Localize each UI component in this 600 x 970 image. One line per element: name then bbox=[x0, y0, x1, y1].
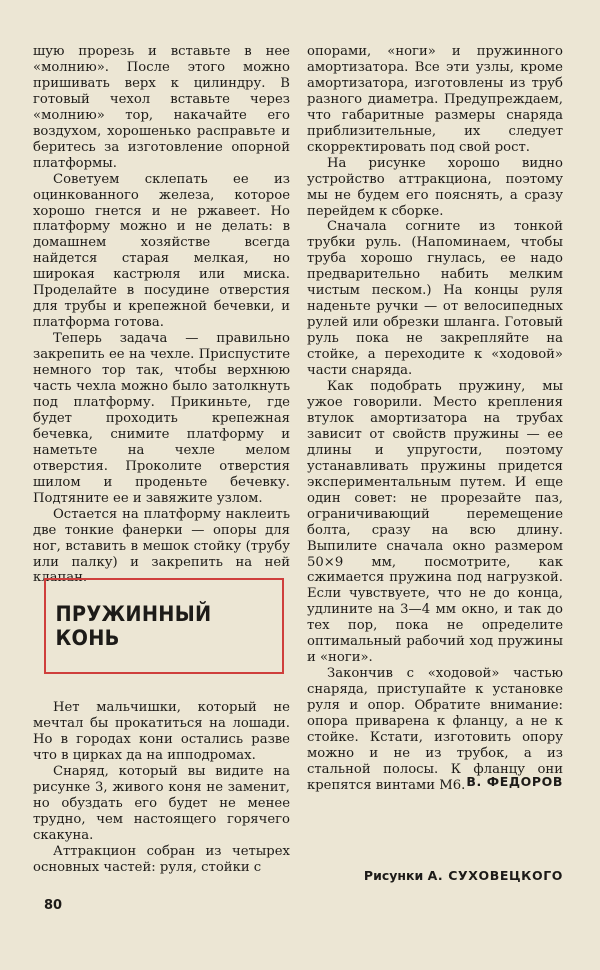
paragraph: Закончив с «ходовой» частью снаряда, приступайте к установке руля и опор. Обратите внимание: опора приварена к фланцу, а не к стойке. Кстати, изготовить опору можно и не из трубок, а из стальной полосы. К фланцу они крепятся винтами М6. bbox=[307, 666, 563, 793]
right-column bbox=[307, 44, 563, 794]
paragraph: Как подобрать пружину, мы ужое говорили. Место крепления втулок амортизатора на трубах зависит от свойств пружины — ее длины и упругости, поэтому устанавливать пружины придется экспериментальным путем. И еще один совет: не прорезайте паз, ограничивающий перемещение болта, сразу на всю длину. Выпилите сначала окно размером 50×9 мм, посмотрите, как сжимается пружина под нагрузкой. Если чувствуете, что не до конца, удлините на 3—4 мм окно, и так до тех пор, пока не определите оптимальный рабочий ход пружины и «ноги». bbox=[307, 379, 563, 666]
credits-name: А. СУХОВЕЦКОГО bbox=[427, 868, 563, 883]
article-title: ПРУЖИННЫЙ КОНЬ bbox=[55, 602, 212, 650]
paragraph: опорами, «ноги» и пружинного амортизатора. Все эти узлы, кроме амортизатора, изготовлены из труб разного диаметра. Предупреждаем, что габаритные размеры снаряда приблизительные, их следует скорректировать под свой рост. bbox=[307, 44, 563, 155]
credits-label: Рисунки bbox=[363, 868, 424, 883]
paragraph: Остается на платформу наклеить две тонкие фанерки — опоры для ног, вставить в мешок стойку (трубу или палку) и закрепить на ней клапан. bbox=[33, 506, 290, 586]
paragraph: Аттракцион собран из четырех основных частей: руля, стойки с bbox=[33, 843, 290, 875]
author-signature: В. ФЕДОРОВ bbox=[466, 774, 563, 789]
illustration-credits bbox=[364, 868, 563, 883]
paragraph: Советуем склепать ее из оцинкованного железа, которое хорошо гнется и не ржавеет. Но платформу можно и не делать: в домашнем хозяйстве всегда найдется старая мелкая, но широкая кастрюля или миска. Проделайте в посудине отверстия для трубы и крепежной бечевки, и платформа готова. bbox=[33, 171, 290, 331]
paragraph: Нет мальчишки, который не мечтал бы прокатиться на лошади. Но в городах кони остались разве что в цирках да на ипподромах. bbox=[33, 700, 290, 763]
page-number: 80 bbox=[44, 898, 63, 913]
paragraph: Снаряд, который вы видите на рисунке 3, живого коня не заменит, но обуздать его будет не менее трудно, чем настоящего горячего скакуна. bbox=[33, 763, 290, 843]
paragraph: На рисунке хорошо видно устройство аттракциона, поэтому мы не будем его пояснять, а сразу перейдем к сборке. bbox=[307, 155, 563, 219]
paragraph: шую прорезь и вставьте в нее «молнию». После этого можно пришивать верх к цилиндру. В готовый чехол вставьте через «молнию» тор, накачайте его воздухом, хорошенько расправьте и беритесь за изготовление опорной платформы. bbox=[33, 44, 290, 171]
article-title-box bbox=[44, 578, 284, 674]
paragraph: Сначала согните из тонкой трубки руль. (Напоминаем, чтобы труба хорошо гнулась, ее надо предварительно набить мелким чистым песком.) На концы руля наденьте ручки — от велосипедных рулей или обрезки шланга. Готовый руль пока не закрепляйте на стойке, а переходите к «ходовой» части снаряда. bbox=[307, 219, 563, 379]
left-column bbox=[33, 44, 290, 586]
article-intro-column bbox=[33, 700, 290, 875]
paragraph: Теперь задача — правильно закрепить ее на чехле. Приспустите немного тор так, чтобы верхнюю часть чехла можно было затолкнуть под платформу. Прикиньте, где будет проходить крепежная бечевка, снимите платформу и наметьте на чехле мелом отверстия. Проколите отверстия шилом и проденьте бечевку. Подтяните ее и завяжите узлом. bbox=[33, 331, 290, 506]
